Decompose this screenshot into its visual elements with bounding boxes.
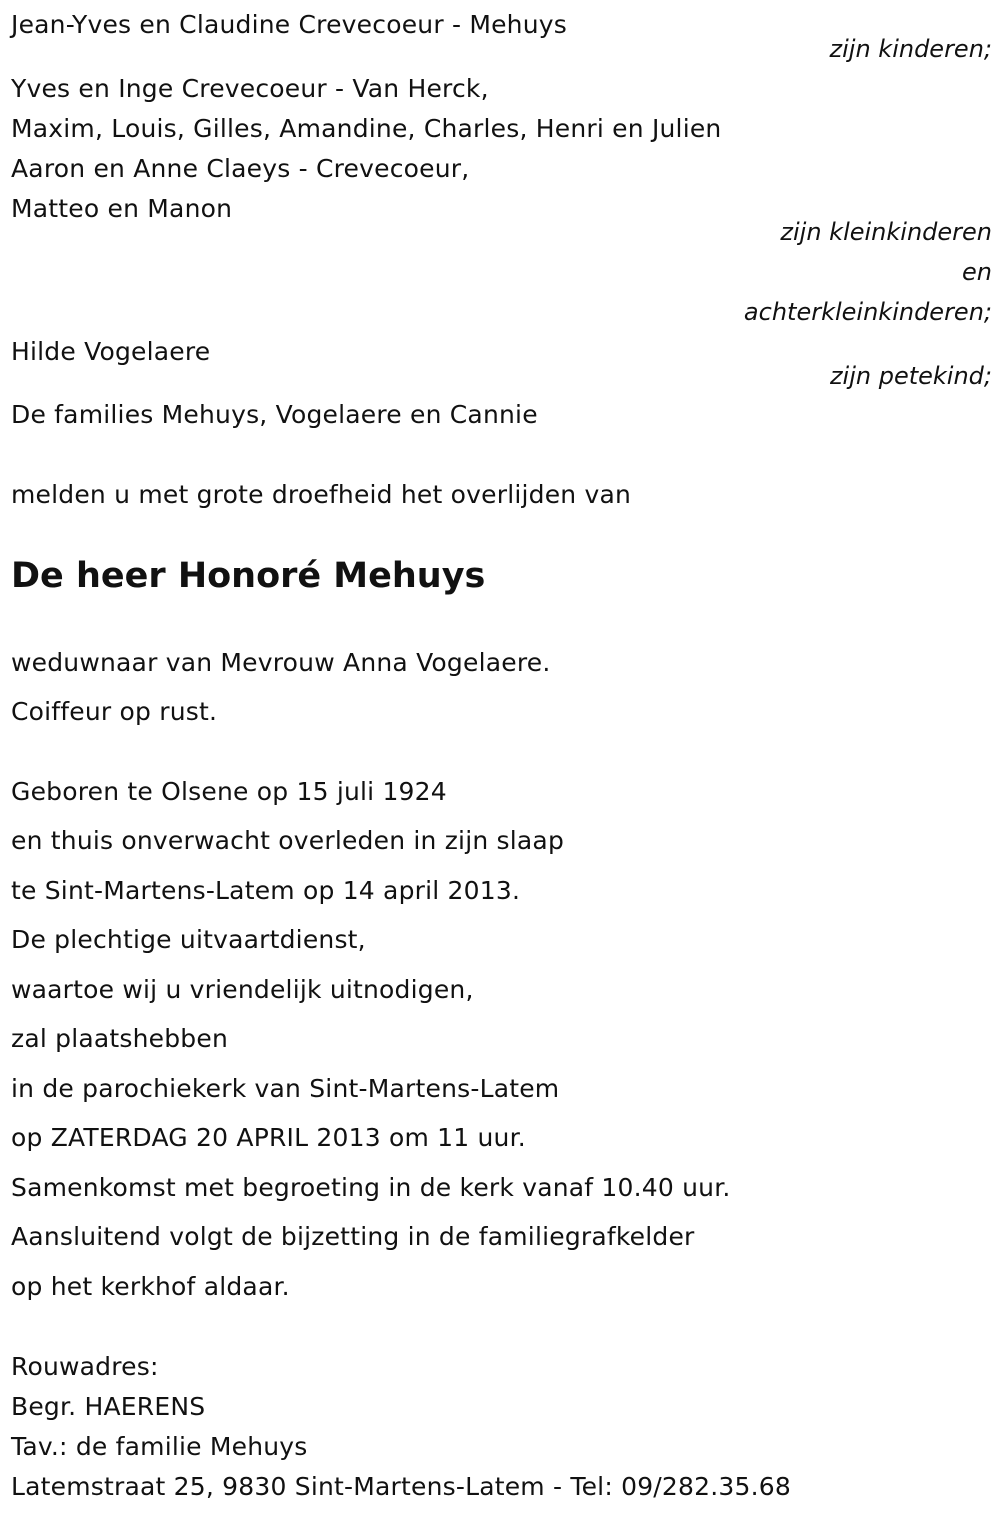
deceased-name: De heer Honoré Mehuys [11, 556, 486, 596]
grandchildren-label-1: zijn kleinkinderen [780, 218, 992, 246]
ceremony-line-10: Aansluitend volgt de bijzetting in de familiegrafkelder [11, 1222, 695, 1251]
deceased-detail-1: weduwnaar van Mevrouw Anna Vogelaere. [11, 648, 551, 677]
grandchildren-line-1: Yves en Inge Crevecoeur - Van Herck, [11, 74, 489, 103]
ceremony-line-3: te Sint-Martens-Latem op 14 april 2013. [11, 876, 521, 905]
ceremony-line-5: waartoe wij u vriendelijk uitnodigen, [11, 975, 474, 1004]
ceremony-line-9: Samenkomst met begroeting in de kerk vanaf 10.40 uur. [11, 1173, 731, 1202]
grandchildren-label-2: en [962, 258, 992, 286]
families-line: De families Mehuys, Vogelaere en Cannie [11, 400, 538, 429]
children-label: zijn kinderen; [829, 35, 992, 63]
ceremony-line-7: in de parochiekerk van Sint-Martens-Latem [11, 1074, 560, 1103]
grandchildren-label-3: achterkleinkinderen; [743, 298, 992, 326]
address-attention: Tav.: de familie Mehuys [11, 1432, 308, 1461]
ceremony-line-4: De plechtige uitvaartdienst, [11, 925, 366, 954]
ceremony-line-2: en thuis onverwacht overleden in zijn slaap [11, 826, 565, 855]
address-undertaker: Begr. HAERENS [11, 1392, 206, 1421]
ceremony-line-8: op ZATERDAG 20 APRIL 2013 om 11 uur. [11, 1123, 526, 1152]
grandchildren-line-3: Aaron en Anne Claeys - Crevecoeur, [11, 154, 470, 183]
godchild-name: Hilde Vogelaere [11, 337, 211, 366]
ceremony-line-1: Geboren te Olsene op 15 juli 1924 [11, 777, 447, 806]
grandchildren-line-2: Maxim, Louis, Gilles, Amandine, Charles, Henri en Julien [11, 114, 722, 143]
address-street: Latemstraat 25, 9830 Sint-Martens-Latem - Tel: 09/282.35.68 [11, 1472, 791, 1501]
grandchildren-line-4: Matteo en Manon [11, 194, 233, 223]
ceremony-line-6: zal plaatshebben [11, 1024, 229, 1053]
deceased-detail-2: Coiffeur op rust. [11, 697, 218, 726]
ceremony-line-11: op het kerkhof aldaar. [11, 1272, 290, 1301]
godchild-label: zijn petekind; [829, 362, 992, 390]
address-heading: Rouwadres: [11, 1352, 159, 1381]
announcement-line: melden u met grote droefheid het overlijden van [11, 480, 632, 509]
children-names: Jean-Yves en Claudine Crevecoeur - Mehuys [11, 10, 567, 39]
